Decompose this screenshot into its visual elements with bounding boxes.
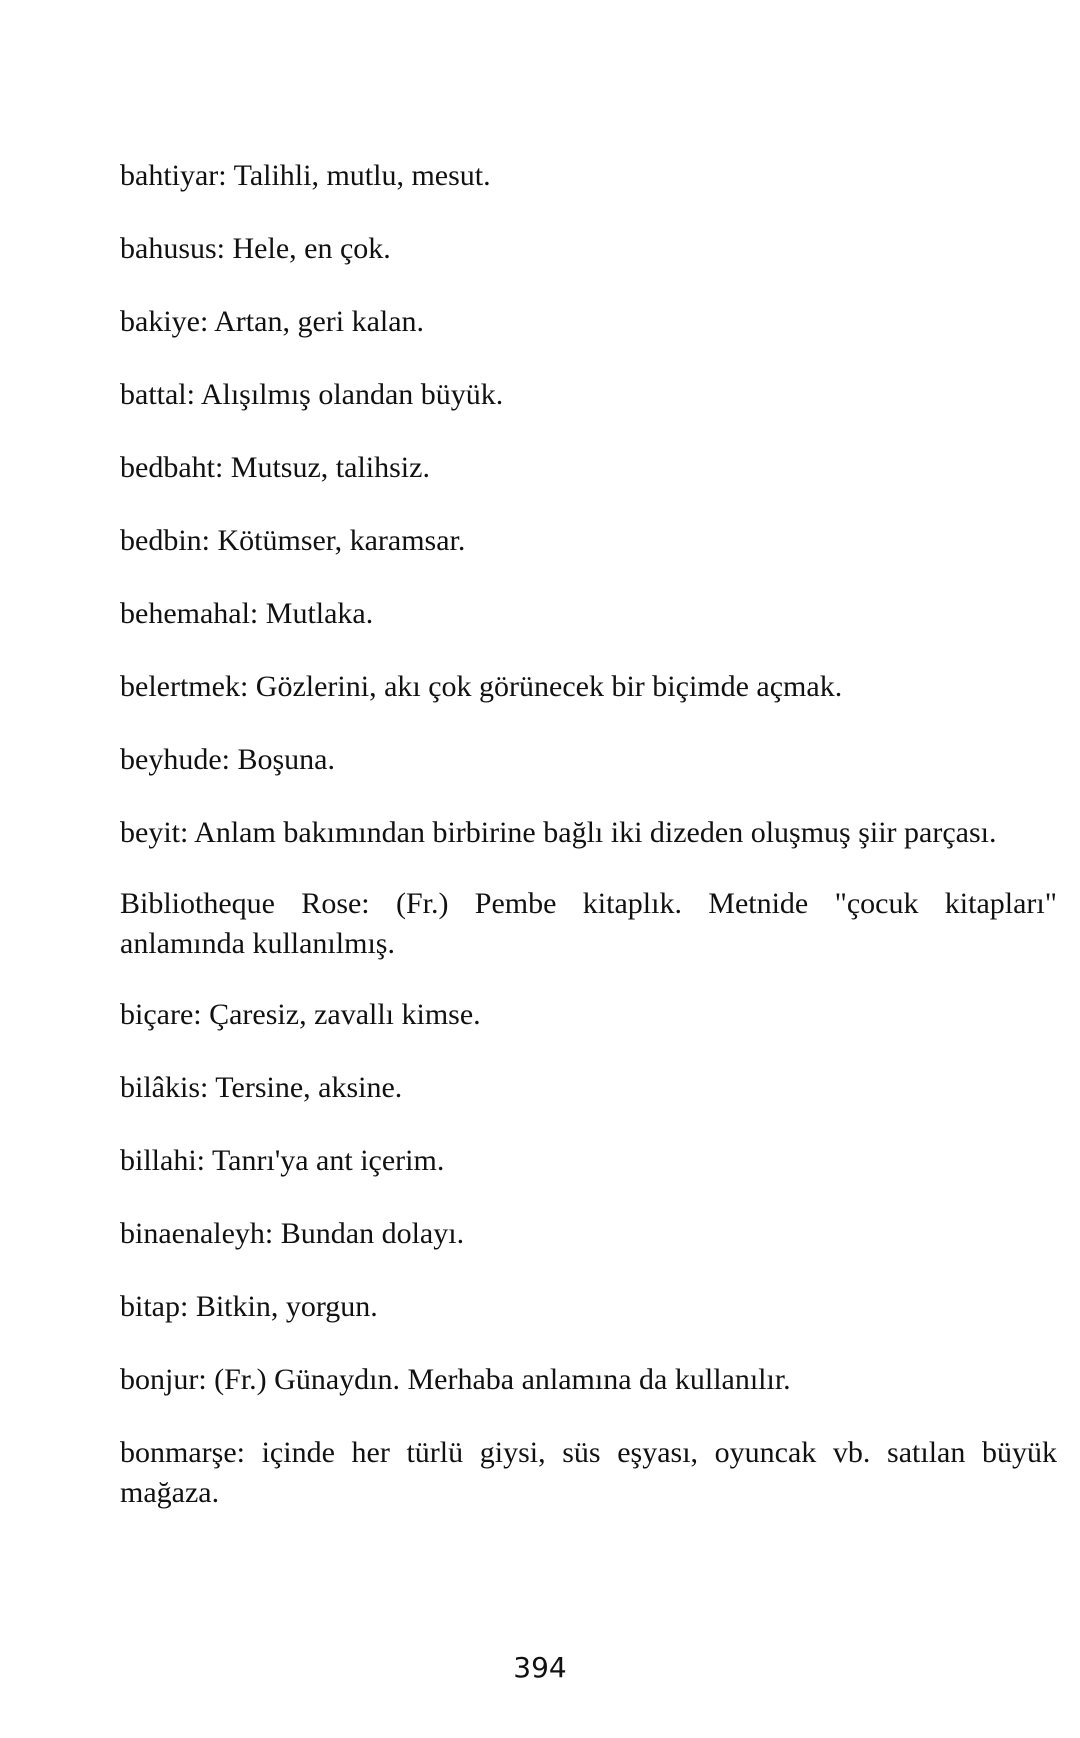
glossary-entry-bonjur: bonjur: (Fr.) Günaydın. Merhaba anlamına da kullanılır. [120, 1363, 791, 1396]
glossary-entry-belertmek: belertmek: Gözlerini, akı çok görünecek bir biçimde açmak. [120, 670, 843, 703]
glossary-entry-bedbin: bedbin: Kötümser, karamsar. [120, 524, 466, 557]
glossary-entry-behemahal: behemahal: Mutlaka. [120, 597, 374, 630]
glossary-entry-beyit: beyit: Anlam bakımından birbirine bağlı iki dizeden oluşmuş şiir parçası. [120, 816, 997, 849]
glossary-entry-bilakis: bilâkis: Tersine, aksine. [120, 1071, 403, 1104]
glossary-entry-battal: battal: Alışılmış olandan büyük. [120, 378, 504, 411]
glossary-entry-bibliotheque-rose: Bibliotheque Rose: (Fr.) Pembe kitaplık. Metnide "çocuk kitapları" anlamında kullanılmış. [120, 887, 1057, 960]
glossary-entry-binaenaleyh: binaenaleyh: Bundan dolayı. [120, 1217, 465, 1250]
glossary-entry-bonmarse: bonmarşe: içinde her türlü giysi, süs eşyası, oyuncak vb. satılan büyük mağaza. [120, 1436, 1057, 1509]
glossary-entry-beyhude: beyhude: Boşuna. [120, 743, 335, 776]
glossary-entry-bahtiyar: bahtiyar: Talihli, mutlu, mesut. [120, 159, 491, 192]
glossary-entry-bakiye: bakiye: Artan, geri kalan. [120, 305, 425, 338]
glossary-entry-billahi: billahi: Tanrı'ya ant içerim. [120, 1144, 445, 1177]
glossary-entry-bedbaht: bedbaht: Mutsuz, talihsiz. [120, 451, 430, 484]
glossary-entry-bitap: bitap: Bitkin, yorgun. [120, 1290, 378, 1323]
glossary-entry-bahusus: bahusus: Hele, en çok. [120, 232, 391, 265]
glossary-entry-bicare: biçare: Çaresiz, zavallı kimse. [120, 998, 481, 1031]
glossary-list [120, 156, 1057, 1544]
page-number: 394 [513, 1651, 567, 1684]
